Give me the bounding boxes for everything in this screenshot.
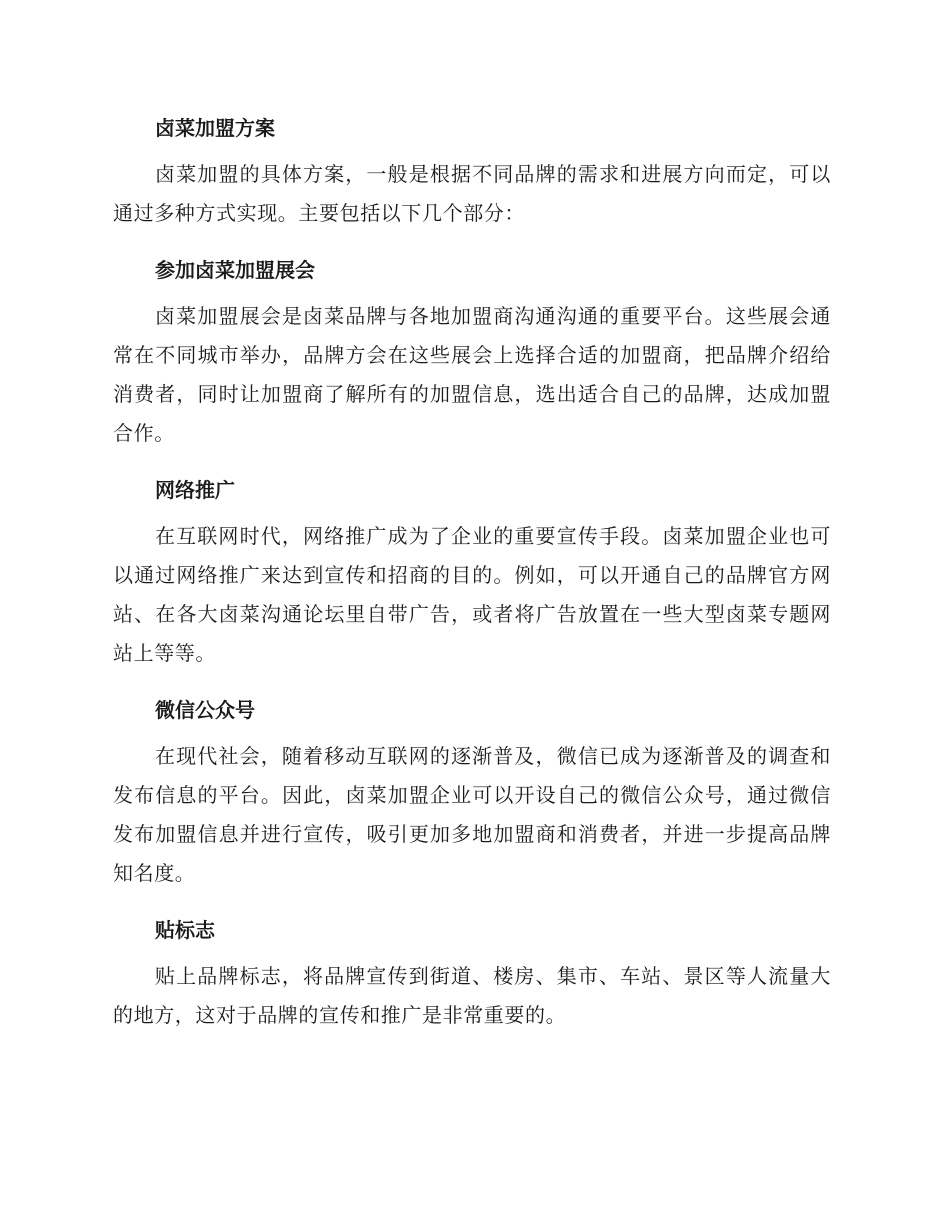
section-paragraph: 卤菜加盟展会是卤菜品牌与各地加盟商沟通沟通的重要平台。这些展会通常在不同城市举办，品牌方会在这些展会上选择合适的加盟商，把品牌介绍给消费者，同时让加盟商了解所有的加盟信息，选出适合自己的品牌，达成加盟合作。 (113, 304, 831, 445)
section-online-promotion (113, 470, 831, 673)
section-wechat (113, 690, 831, 893)
section-paragraph: 在现代社会，随着移动互联网的逐渐普及，微信已成为逐渐普及的调查和发布信息的平台。因此，卤菜加盟企业可以开设自己的微信公众号，通过微信发布加盟信息并进行宣传，吸引更加多地加盟商和消费者，并进一步提高品牌知名度。 (113, 744, 831, 885)
section-heading: 参加卤菜加盟展会 (155, 258, 315, 282)
section-signage (113, 910, 831, 1035)
section-heading: 网络推广 (155, 478, 235, 502)
intro-paragraph: 卤菜加盟的具体方案，一般是根据不同品牌的需求和进展方向而定，可以通过多种方式实现。主要包括以下几个部分： (113, 162, 831, 225)
section-heading: 贴标志 (155, 918, 215, 942)
document-title: 卤菜加盟方案 (155, 116, 275, 140)
section-paragraph: 在互联网时代，网络推广成为了企业的重要宣传手段。卤菜加盟企业也可以通过网络推广来达到宣传和招商的目的。例如，可以开通自己的品牌官方网站、在各大卤菜沟通论坛里自带广告，或者将广告放置在一些大型卤菜专题网站上等等。 (113, 524, 831, 665)
document-page (113, 108, 831, 1052)
section-paragraph: 贴上品牌标志，将品牌宣传到街道、楼房、集市、车站、景区等人流量大的地方，这对于品牌的宣传和推广是非常重要的。 (113, 964, 831, 1027)
section-exhibition (113, 250, 831, 453)
section-heading: 微信公众号 (155, 698, 255, 722)
